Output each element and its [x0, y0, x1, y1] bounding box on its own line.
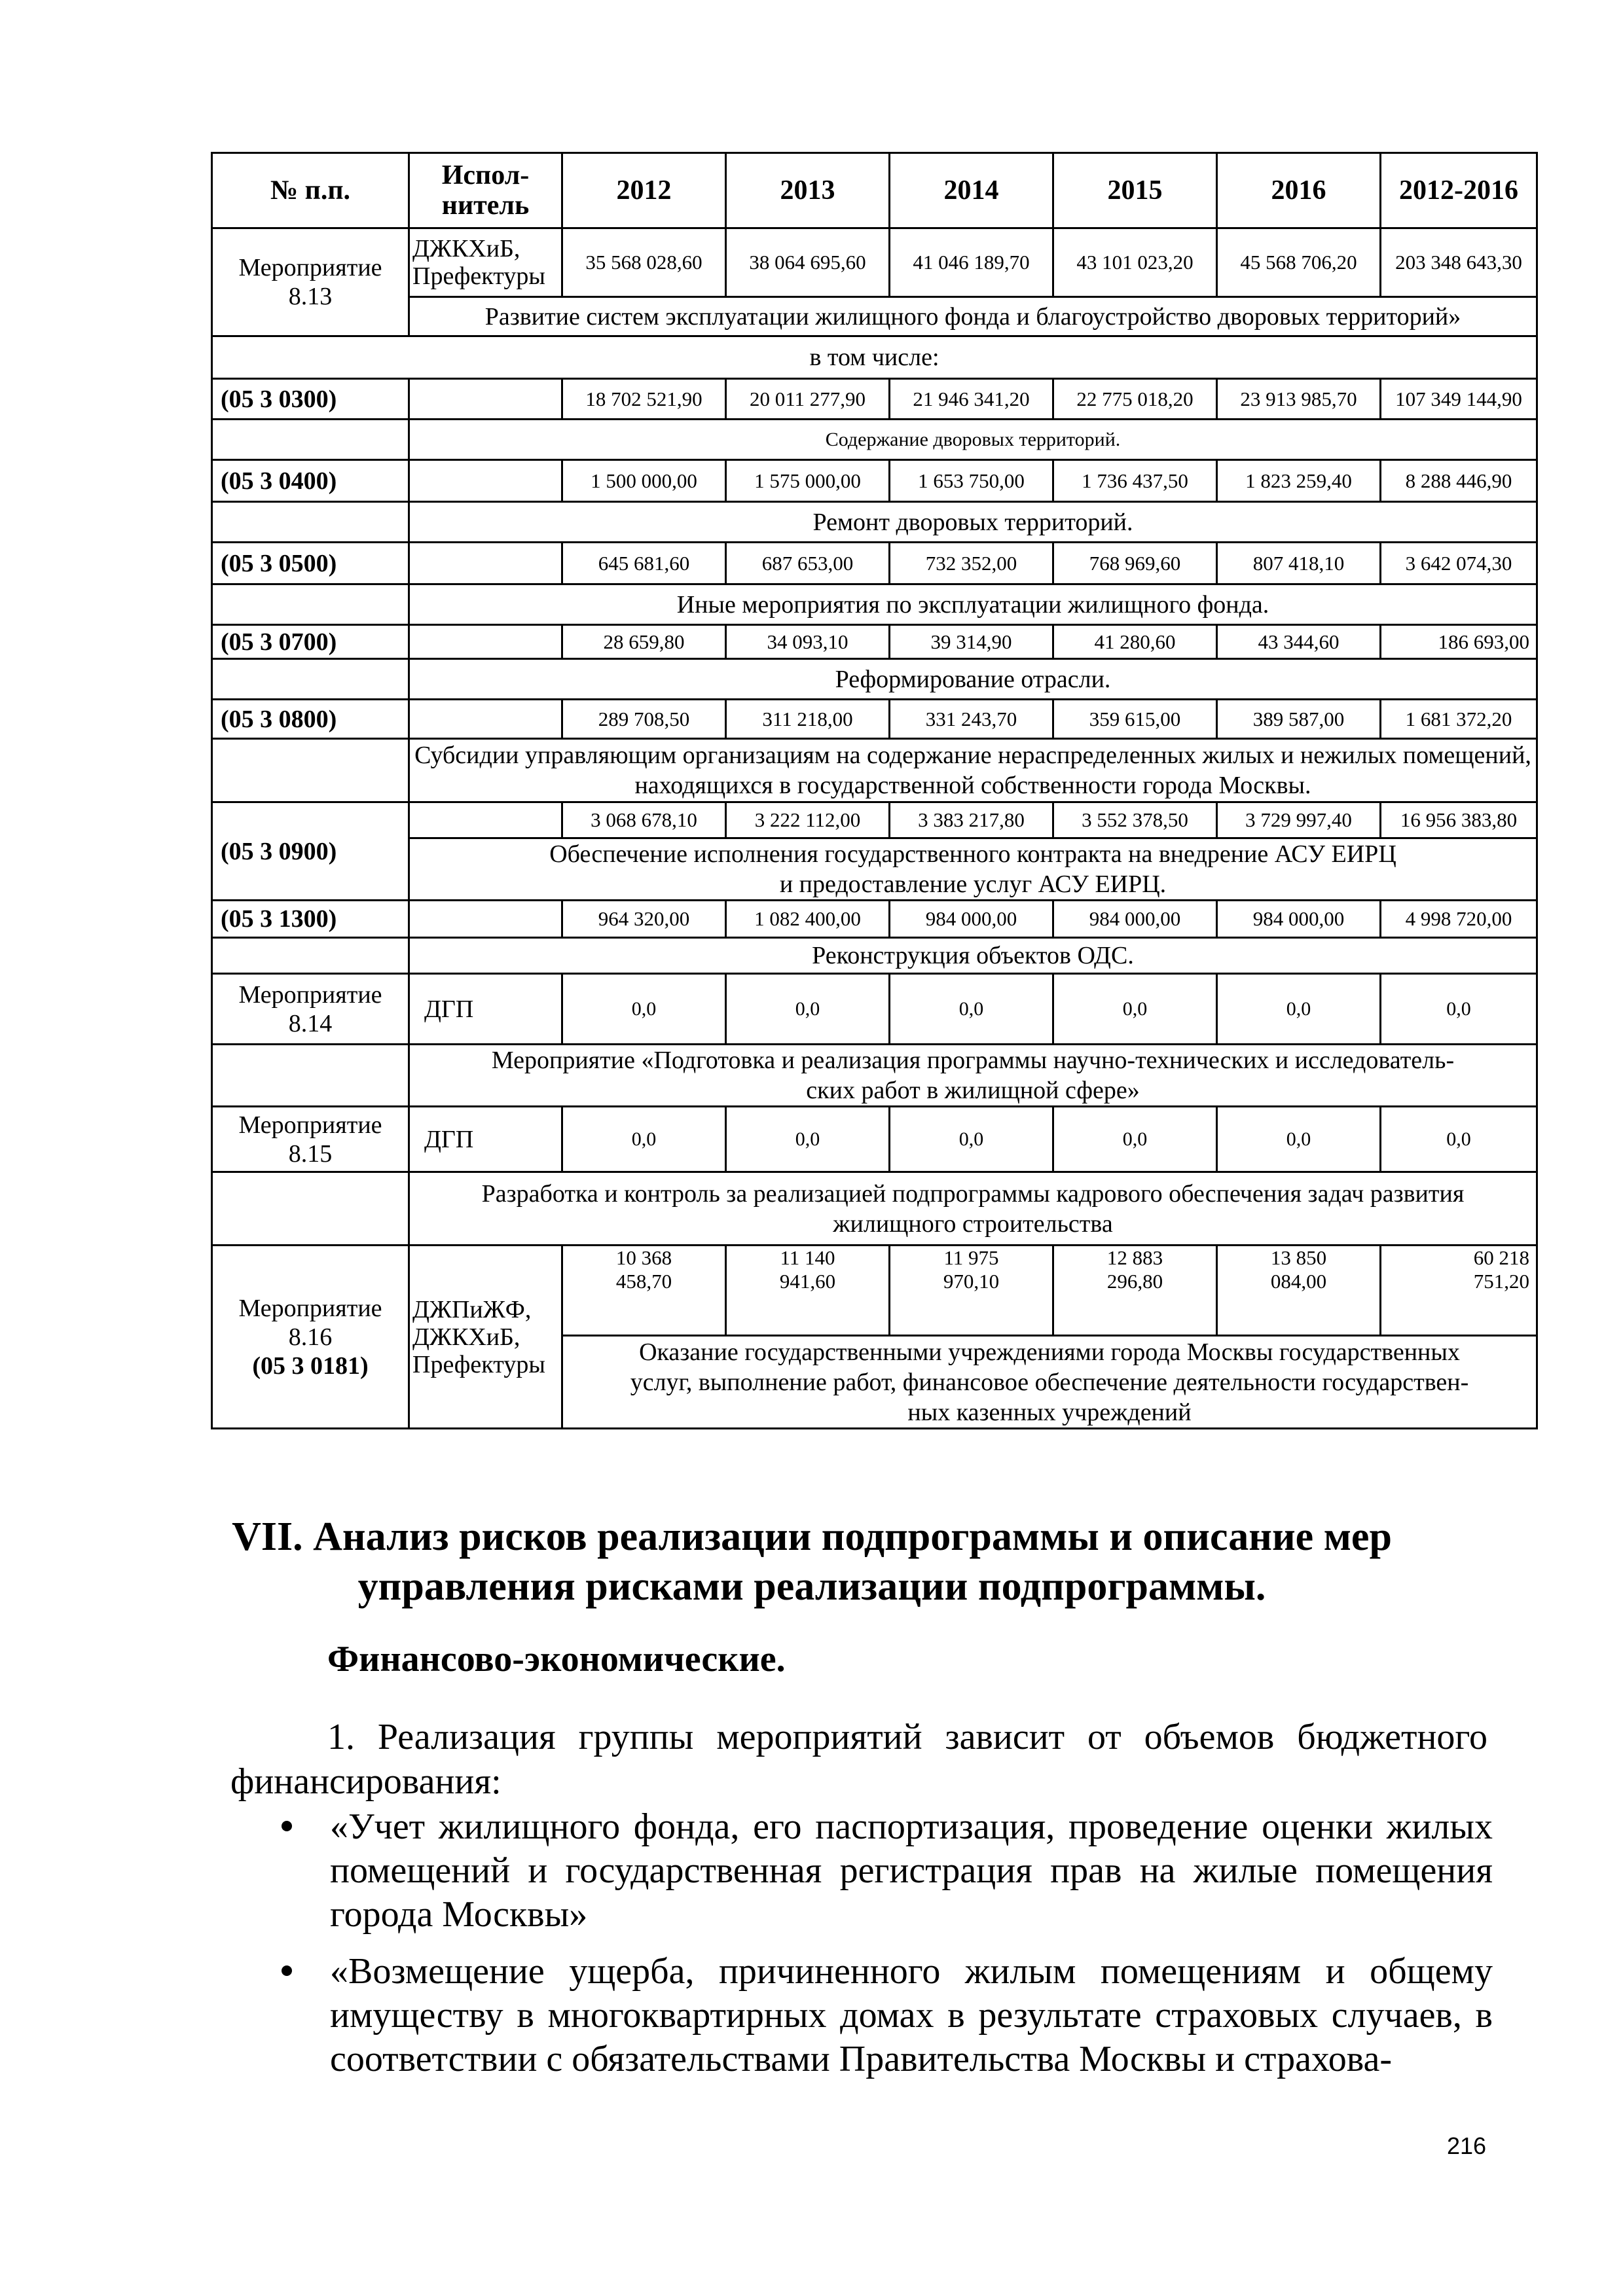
- value-cell: 359 615,00: [1053, 700, 1217, 739]
- value-cell: 331 243,70: [890, 700, 1053, 739]
- value-cell: 984 000,00: [1053, 901, 1217, 938]
- value-cell: 289 708,50: [562, 700, 726, 739]
- table-caption-row: [212, 1045, 1537, 1107]
- row-label: Мероприятие 8.13: [212, 228, 409, 336]
- row-caption: Содержание дворовых территорий.: [409, 420, 1537, 460]
- table-caption-row: [212, 739, 1537, 802]
- row-code: (05 3 0700): [212, 625, 409, 659]
- table-row: [212, 700, 1537, 739]
- header-cell-total: 2012-2016: [1381, 153, 1537, 228]
- ispolnitel-cell-empty: [409, 379, 562, 420]
- row-caption: Обеспечение исполнения государственного контракта на внедрение АСУ ЕИРЦ и предоставление услуг АСУ ЕИРЦ.: [409, 838, 1537, 901]
- value-cell: 13 850 084,00: [1217, 1246, 1381, 1336]
- row-label-816: [212, 1246, 409, 1429]
- value-cell: 0,0: [726, 1107, 890, 1172]
- row-code: (05 3 0181): [252, 1352, 369, 1380]
- row-label: Мероприятие 8.15: [212, 1107, 409, 1172]
- empty-cell: [212, 420, 409, 460]
- value-cell: 807 418,10: [1217, 543, 1381, 584]
- value-cell: 60 218 751,20: [1381, 1246, 1537, 1336]
- value-cell: 0,0: [890, 974, 1053, 1045]
- value-cell: 23 913 985,70: [1217, 379, 1381, 420]
- value-cell: 0,0: [1217, 974, 1381, 1045]
- ispolnitel-cell-empty: [409, 543, 562, 584]
- value-cell: 186 693,00: [1381, 625, 1537, 659]
- empty-cell: [212, 938, 409, 974]
- empty-cell: [212, 659, 409, 700]
- bullet-list: [282, 1805, 1493, 2094]
- value-cell: 41 280,60: [1053, 625, 1217, 659]
- header-cell-2013: 2013: [726, 153, 890, 228]
- table-caption-row: [212, 336, 1537, 379]
- ispolnitel-cell-empty: [409, 460, 562, 502]
- value-cell: 0,0: [562, 1107, 726, 1172]
- value-cell: 0,0: [562, 974, 726, 1045]
- table-caption-row: [212, 584, 1537, 625]
- paragraph: 1. Реализация группы мероприятий зависит от объемов бюджетного финансирования:: [230, 1717, 1487, 1802]
- ispolnitel-cell-empty: [409, 901, 562, 938]
- empty-cell: [212, 1172, 409, 1246]
- value-cell: 39 314,90: [890, 625, 1053, 659]
- ispolnitel-cell: ДГП: [409, 974, 562, 1045]
- table-row: [212, 379, 1537, 420]
- value-cell: 28 659,80: [562, 625, 726, 659]
- row-caption: Реформирование отрасли.: [409, 659, 1537, 700]
- value-cell: 11 140 941,60: [726, 1246, 890, 1336]
- value-cell: 1 653 750,00: [890, 460, 1053, 502]
- table-row: [212, 625, 1537, 659]
- value-cell: 964 320,00: [562, 901, 726, 938]
- header-cell-2012: 2012: [562, 153, 726, 228]
- value-cell: 687 653,00: [726, 543, 890, 584]
- table-row: [212, 802, 1537, 838]
- list-item-text: «Учет жилищного фонда, его паспортизация, проведение оценки жилых помещений и государственная регистрация прав на жилые помещения города Москвы»: [330, 1806, 1493, 1935]
- table-caption-row: [212, 297, 1537, 336]
- row-code: (05 3 0400): [212, 460, 409, 502]
- budget-table: [211, 152, 1538, 1429]
- value-cell: 1 500 000,00: [562, 460, 726, 502]
- ispolnitel-cell-empty: [409, 625, 562, 659]
- empty-cell: [212, 739, 409, 802]
- value-cell: 1 082 400,00: [726, 901, 890, 938]
- value-cell: 11 975 970,10: [890, 1246, 1053, 1336]
- value-cell: 0,0: [1053, 1107, 1217, 1172]
- row-label: Мероприятие 8.14: [212, 974, 409, 1045]
- value-cell: 3 552 378,50: [1053, 802, 1217, 838]
- value-cell: 1 823 259,40: [1217, 460, 1381, 502]
- table-caption-row: [212, 838, 1537, 901]
- empty-cell: [212, 502, 409, 543]
- value-cell: 4 998 720,00: [1381, 901, 1537, 938]
- table-row: [212, 460, 1537, 502]
- value-cell: 41 046 189,70: [890, 228, 1053, 297]
- value-cell: 18 702 521,90: [562, 379, 726, 420]
- value-cell: 768 969,60: [1053, 543, 1217, 584]
- value-cell: 10 368 458,70: [562, 1246, 726, 1336]
- row-caption: Ремонт дворовых территорий.: [409, 502, 1537, 543]
- value-cell: 645 681,60: [562, 543, 726, 584]
- row-code: (05 3 0900): [212, 802, 409, 901]
- value-cell: 203 348 643,30: [1381, 228, 1537, 297]
- list-item: [282, 1805, 1493, 1937]
- table-row: [212, 228, 1537, 297]
- value-cell: 38 064 695,60: [726, 228, 890, 297]
- value-cell: 35 568 028,60: [562, 228, 726, 297]
- header-cell-2016: 2016: [1217, 153, 1381, 228]
- value-cell: 20 011 277,90: [726, 379, 890, 420]
- value-cell: 1 681 372,20: [1381, 700, 1537, 739]
- value-cell: 107 349 144,90: [1381, 379, 1537, 420]
- value-cell: 3 222 112,00: [726, 802, 890, 838]
- ispolnitel-cell: ДЖКХиБ, Префектуры: [409, 228, 562, 297]
- table-caption-row: [212, 659, 1537, 700]
- table-row: [212, 1107, 1537, 1172]
- header-cell-ispolnitel: Испол- нитель: [409, 153, 562, 228]
- row-caption: Оказание государственными учреждениями города Москвы государственных услуг, выполнение работ, финансовое обеспечение деятельности государствен- ных казенных учреждений: [562, 1336, 1537, 1429]
- row-caption: Разработка и контроль за реализацией подпрограммы кадрового обеспечения задач развития жилищного строительства: [409, 1172, 1537, 1246]
- value-cell: 16 956 383,80: [1381, 802, 1537, 838]
- value-cell: 1 736 437,50: [1053, 460, 1217, 502]
- table-caption-row: [212, 938, 1537, 974]
- row-label: Мероприятие 8.16: [238, 1294, 382, 1351]
- subheading: Финансово-экономические.: [327, 1639, 786, 1679]
- header-cell-num: № п.п.: [212, 153, 409, 228]
- value-cell: 21 946 341,20: [890, 379, 1053, 420]
- table-row: [212, 1246, 1537, 1336]
- value-cell: 0,0: [890, 1107, 1053, 1172]
- row-code: (05 3 1300): [212, 901, 409, 938]
- value-cell: 0,0: [726, 974, 890, 1045]
- ispolnitel-cell-empty: [409, 700, 562, 739]
- header-cell-2015: 2015: [1053, 153, 1217, 228]
- value-cell: 22 775 018,20: [1053, 379, 1217, 420]
- empty-cell: [212, 584, 409, 625]
- table-caption-row: [212, 502, 1537, 543]
- value-cell: 732 352,00: [890, 543, 1053, 584]
- table-row: [212, 543, 1537, 584]
- row-caption: Субсидии управляющим организациям на содержание нераспределенных жилых и нежилых помещений, находящихся в государственной собственности города Москвы.: [409, 739, 1537, 802]
- ispolnitel-cell: ДЖПиЖФ, ДЖКХиБ, Префектуры: [409, 1246, 562, 1429]
- page-number: 216: [1447, 2132, 1487, 2159]
- value-cell: 43 344,60: [1217, 625, 1381, 659]
- row-caption: Реконструкция объектов ОДС.: [409, 938, 1537, 974]
- value-cell: 3 068 678,10: [562, 802, 726, 838]
- value-cell: 0,0: [1381, 974, 1537, 1045]
- value-cell: 0,0: [1381, 1107, 1537, 1172]
- value-cell: 389 587,00: [1217, 700, 1381, 739]
- table-row: [212, 974, 1537, 1045]
- value-cell: 1 575 000,00: [726, 460, 890, 502]
- table-caption-row: [212, 420, 1537, 460]
- value-cell: 3 383 217,80: [890, 802, 1053, 838]
- value-cell: 0,0: [1217, 1107, 1381, 1172]
- value-cell: 3 642 074,30: [1381, 543, 1537, 584]
- bullet-icon: [282, 1821, 292, 1831]
- value-cell: 34 093,10: [726, 625, 890, 659]
- empty-cell: [212, 1045, 409, 1107]
- value-cell: 984 000,00: [1217, 901, 1381, 938]
- value-cell: 0,0: [1053, 974, 1217, 1045]
- value-cell: 311 218,00: [726, 700, 890, 739]
- budget-table-wrapper: [211, 152, 1536, 1429]
- value-cell: 45 568 706,20: [1217, 228, 1381, 297]
- value-cell: 3 729 997,40: [1217, 802, 1381, 838]
- table-caption-row: [212, 1172, 1537, 1246]
- table-header-row: [212, 153, 1537, 228]
- ispolnitel-cell: ДГП: [409, 1107, 562, 1172]
- row-caption: Развитие систем эксплуатации жилищного фонда и благоустройство дворовых территорий»: [409, 297, 1537, 336]
- list-item: [282, 1950, 1493, 2081]
- row-caption: Мероприятие «Подготовка и реализация программы научно-технических и исследователь- ских работ в жилищной сфере»: [409, 1045, 1537, 1107]
- row-code: (05 3 0500): [212, 543, 409, 584]
- section-title: VII. Анализ рисков реализации подпрограммы и описание мер управления рисками реализации подпрограммы.: [232, 1515, 1392, 1609]
- header-cell-2014: 2014: [890, 153, 1053, 228]
- table-row: [212, 901, 1537, 938]
- row-code: (05 3 0800): [212, 700, 409, 739]
- row-caption: Иные мероприятия по эксплуатации жилищного фонда.: [409, 584, 1537, 625]
- value-cell: 8 288 446,90: [1381, 460, 1537, 502]
- value-cell: 984 000,00: [890, 901, 1053, 938]
- ispolnitel-cell-empty: [409, 802, 562, 838]
- value-cell: 12 883 296,80: [1053, 1246, 1217, 1336]
- row-code: (05 3 0300): [212, 379, 409, 420]
- value-cell: 43 101 023,20: [1053, 228, 1217, 297]
- bullet-icon: [282, 1965, 292, 1976]
- v-tom-chisle-caption: в том числе:: [212, 336, 1537, 379]
- list-item-text: «Возмещение ущерба, причиненного жилым помещениям и общему имуществу в многоквартирных домах в результате страховых случаев, в соответствии с обязательствами Правительства Москвы и страхова-: [330, 1951, 1493, 2079]
